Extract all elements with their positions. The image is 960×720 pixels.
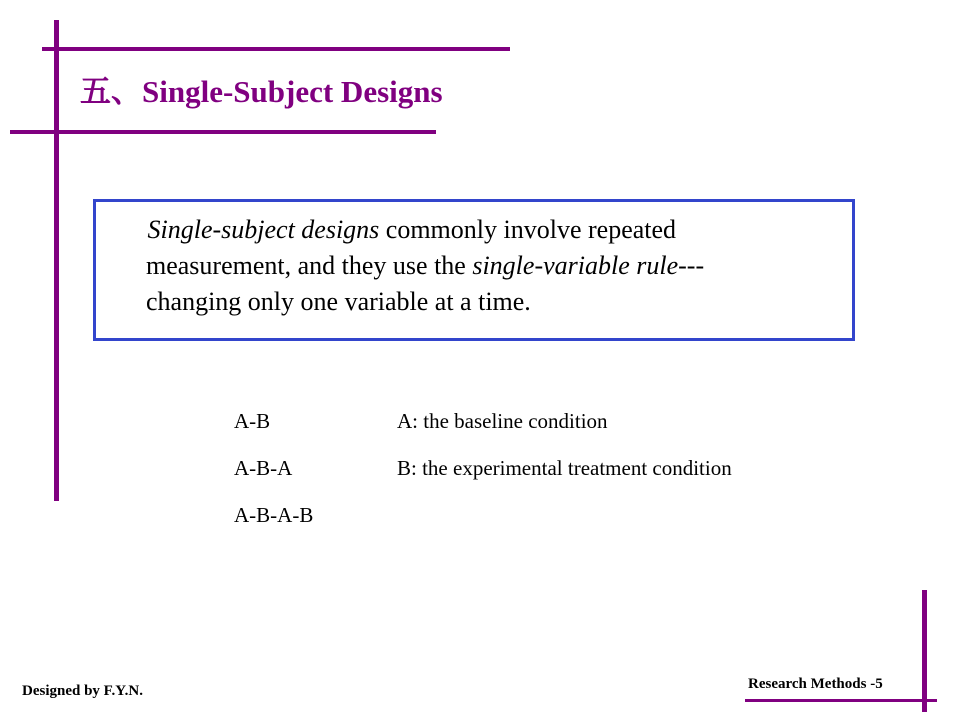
definition-line2-text: measurement, and they use the	[146, 251, 473, 280]
right-vertical-rule	[922, 590, 927, 712]
design-item: A-B-A	[234, 456, 293, 480]
design-item: A-B-A-B	[234, 503, 314, 527]
design-list	[234, 398, 313, 539]
title-prefix: 五、	[80, 74, 142, 110]
definition-box	[93, 199, 855, 341]
title-text: Single-Subject Designs	[142, 74, 443, 109]
footer-credit: Designed by F.Y.N.	[22, 683, 144, 699]
top-horizontal-rule	[42, 47, 510, 51]
left-vertical-rule	[54, 20, 59, 501]
design-item: A-B	[234, 409, 271, 433]
definition-dashes: ---	[678, 251, 705, 280]
slide-title	[80, 66, 443, 111]
definition-text	[141, 212, 841, 320]
legend-item-a: A: the baseline condition	[397, 409, 608, 433]
definition-line1-text: commonly involve repeated	[379, 215, 677, 244]
bottom-horizontal-rule	[745, 699, 937, 702]
definition-line3-text: changing only one variable at a time.	[146, 287, 531, 316]
footer-page-label: Research Methods -5	[748, 676, 883, 692]
title-underline-rule	[10, 130, 436, 134]
term-single-subject-designs: Single-subject designs	[147, 215, 380, 244]
condition-legend	[397, 398, 732, 492]
legend-item-b: B: the experimental treatment condition	[397, 456, 732, 480]
term-single-variable-rule: single-variable rule	[472, 251, 679, 280]
